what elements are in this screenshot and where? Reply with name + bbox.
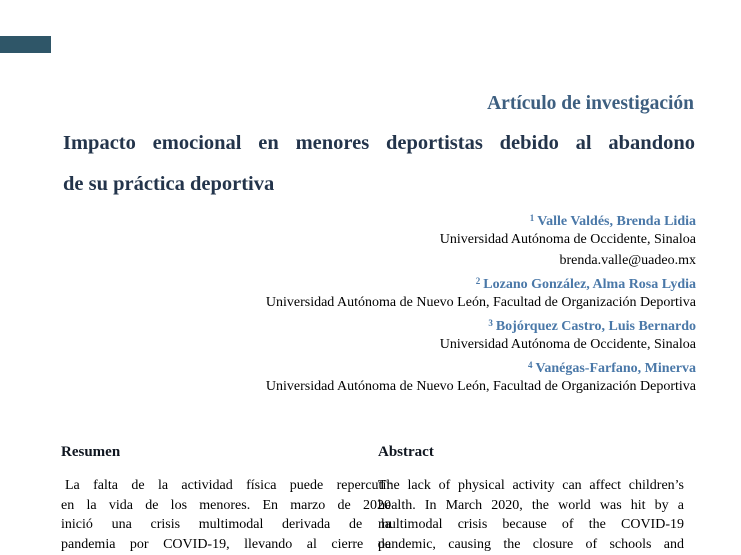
resumen-line: en la vida de los menores. En marzo de 2020: [61, 497, 391, 513]
author-1-affiliation: Universidad Autónoma de Occidente, Sinaloa: [439, 232, 696, 247]
author-3: [266, 313, 696, 334]
resumen-section: [61, 442, 391, 554]
article-title-line-2: de su práctica deportiva: [63, 173, 275, 195]
author-1-index: 1: [529, 213, 535, 223]
author-4-index: 4: [528, 360, 533, 370]
author-2-affiliation: Universidad Autónoma de Nuevo León, Facultad de Organización Deportiva: [265, 295, 696, 310]
abstract-section: [378, 442, 684, 554]
author-2-name: Lozano González, Alma Rosa Lydia: [483, 277, 696, 292]
abstract-body: [378, 476, 684, 554]
author-1: [266, 208, 696, 229]
abstract-line: multimodal crisis because of the COVID-19: [378, 517, 684, 532]
article-type-label: Artículo de investigación: [487, 93, 694, 114]
abstract-line: The lack of physical activity can affect children’s: [378, 478, 684, 493]
resumen-body: [61, 476, 391, 554]
resumen-line: inició una crisis multimodal derivada de la: [61, 517, 391, 532]
author-4: [266, 355, 696, 376]
header-accent-bar: [0, 36, 51, 53]
author-3-name: Bojórquez Castro, Luis Bernardo: [495, 319, 696, 334]
resumen-line: pandemia por COVID-19, llevando al cierre de: [61, 536, 391, 552]
abstract-line: pandemic, causing the closure of schools and: [378, 536, 684, 552]
author-2: [266, 271, 696, 292]
author-1-name: Valle Valdés, Brenda Lidia: [537, 214, 696, 229]
author-1-email[interactable]: brenda.valle@uadeo.mx: [559, 253, 696, 268]
author-4-name: Vanégas-Farfano, Minerva: [535, 361, 696, 376]
article-title-line-1: Impacto emocional en menores deportistas debido al abandono: [63, 132, 695, 154]
author-4-affiliation: Universidad Autónoma de Nuevo León, Facultad de Organización Deportiva: [265, 379, 696, 394]
abstract-line: health. In March 2020, the world was hit by a: [378, 497, 684, 513]
author-2-index: 2: [475, 276, 481, 286]
author-3-index: 3: [488, 318, 493, 328]
author-3-affiliation: Universidad Autónoma de Occidente, Sinaloa: [439, 337, 696, 352]
resumen-line: La falta de la actividad física puede repercutir: [65, 478, 391, 493]
resumen-heading: Resumen: [61, 444, 121, 460]
author-block: [266, 208, 696, 397]
abstract-heading: Abstract: [378, 444, 434, 460]
